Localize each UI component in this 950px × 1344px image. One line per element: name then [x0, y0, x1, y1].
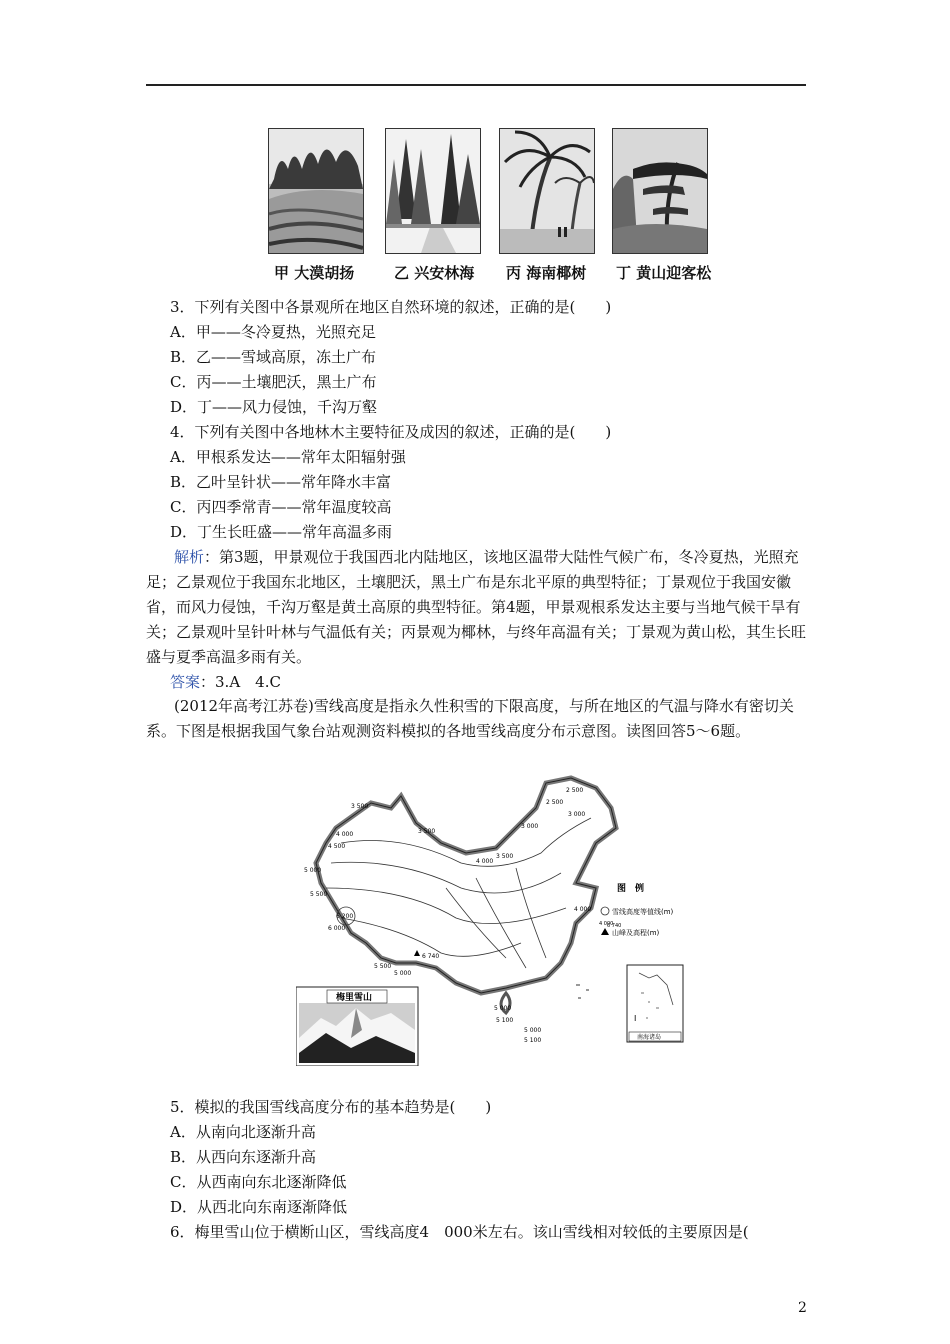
map-contour-label: 4 500 [328, 843, 346, 850]
map-contour-label: 2 500 [566, 787, 584, 794]
photo-caption-1: 甲 大漠胡扬 [274, 264, 355, 282]
legend-peak: 山峰及高程(m) [612, 929, 660, 937]
answer-text: ：3.A 4.C [200, 673, 281, 691]
map-contour-label: 3 500 [496, 853, 514, 860]
legend-contour-sample: 4 000 [599, 921, 614, 927]
landscape-photos [268, 128, 714, 252]
map-contour-label: 3 000 [521, 823, 539, 830]
map-contour-label: 5 000 [304, 867, 322, 874]
map-contour-label: 5 500 [374, 963, 392, 970]
question-3-stem: 3．下列有关图中各景观所在地区自然环境的叙述，正确的是( ) [170, 298, 612, 316]
map-contour-label: 6 740 [422, 953, 440, 960]
snowline-map [296, 768, 686, 1066]
page-number: 2 [798, 1300, 807, 1316]
south-sea-label: 南海诸岛 [637, 1034, 662, 1041]
question-5-option-a: A．从南向北逐渐升高 [170, 1123, 316, 1141]
question-5-option-d: D．从西北向东南逐渐降低 [170, 1198, 348, 1216]
header-rule [146, 84, 806, 86]
map-contour-label: 6 000 [328, 925, 346, 932]
analysis-text: ：第3题，甲景观位于我国西北内陆地区，该地区温带大陆性气候广布，冬冷夏热，光照充足；乙景观位于我国东北地区，土壤肥沃，黑土广布是东北平原的典型特征；丁景观位于我国安徽省，而风力侵蚀，千沟万壑是黄土高原的典型特征。第4题，甲景观根系发达主要与当地气候干旱有关；乙景观叶呈针叶林与气温低有关；丙景观为椰林，与终年高温有关；丁景观为黄山松，其生长旺盛与夏季高温多雨有关。 [146, 548, 807, 666]
question-3-option-c: C．丙——土壤肥沃，黑土广布 [170, 373, 377, 391]
question-5-option-c: C．从西南向东北逐渐降低 [170, 1173, 347, 1191]
map-contour-label: 4 000 [574, 906, 592, 913]
answer-line [170, 672, 281, 692]
question-3-option-a: A．甲——冬冷夏热，光照充足 [170, 323, 376, 341]
question-4-option-d: D．丁生长旺盛——常年高温多雨 [170, 523, 393, 541]
photo-guest-pine [612, 128, 708, 254]
map-contour-label: 5 000 [524, 1027, 542, 1034]
map-contour-label: 5 000 [494, 1005, 512, 1012]
question-3-option-b: B．乙——雪域高原，冻土广布 [170, 348, 377, 366]
map-contour-label: 5 000 [394, 970, 412, 977]
map-contour-label: 6 200 [336, 913, 354, 920]
legend-peak-sample: 6 740 [607, 923, 622, 929]
analysis-label: 解析 [174, 548, 205, 566]
question-6-stem: 6．梅里雪山位于横断山区，雪线高度4 000米左右。该山雪线相对较低的主要原因是( [170, 1223, 749, 1241]
map-contour-label: 2 500 [546, 799, 564, 806]
legend-contour: 雪线高度等值线(m) [612, 908, 674, 916]
map-contour-label: 4 000 [476, 858, 494, 865]
photo-coconut-beach [499, 128, 595, 254]
map-contour-label: 3 500 [418, 828, 436, 835]
analysis-paragraph [146, 545, 806, 670]
question-5-option-b: B．从西向东逐渐升高 [170, 1148, 317, 1166]
map-contour-label: 4 000 [336, 831, 354, 838]
question-4-option-a: A．甲根系发达——常年太阳辐射强 [170, 448, 406, 466]
question-4-stem: 4．下列有关图中各地林木主要特征及成因的叙述，正确的是( ) [170, 423, 612, 441]
map-contour-label: 3 000 [568, 811, 586, 818]
map-contour-label: 5 500 [310, 891, 328, 898]
photo-desert-poplar [268, 128, 364, 254]
inset-label: 梅里雪山 [336, 993, 373, 1003]
answer-label: 答案 [170, 673, 201, 691]
photo-caption-4: 丁 黄山迎客松 [616, 264, 712, 282]
svg-text:I: I [634, 1014, 637, 1023]
legend-title: 图 例 [617, 884, 645, 894]
map-contour-label: 5 100 [496, 1017, 514, 1024]
question-4-option-b: B．乙叶呈针状——常年降水丰富 [170, 473, 392, 491]
question-3-option-d: D．丁——风力侵蚀，千沟万壑 [170, 398, 378, 416]
map-contour-label: 5 100 [524, 1037, 542, 1044]
photo-caption-2: 乙 兴安林海 [394, 264, 475, 282]
map-contour-label: 3 500 [351, 803, 369, 810]
intro-paragraph: (2012年高考江苏卷)雪线高度是指永久性积雪的下限高度，与所在地区的气温与降水有密切关系。下图是根据我国气象台站观测资料模拟的各地雪线高度分布示意图。读图回答5～6题。 [146, 697, 794, 740]
question-4-option-c: C．丙四季常青——常年温度较高 [170, 498, 392, 516]
legend-peak-icon [601, 928, 609, 935]
photo-conifer-forest [385, 128, 481, 254]
question-5-stem: 5．模拟的我国雪线高度分布的基本趋势是( ) [170, 1098, 492, 1116]
photo-caption-3: 丙 海南椰树 [506, 264, 587, 282]
